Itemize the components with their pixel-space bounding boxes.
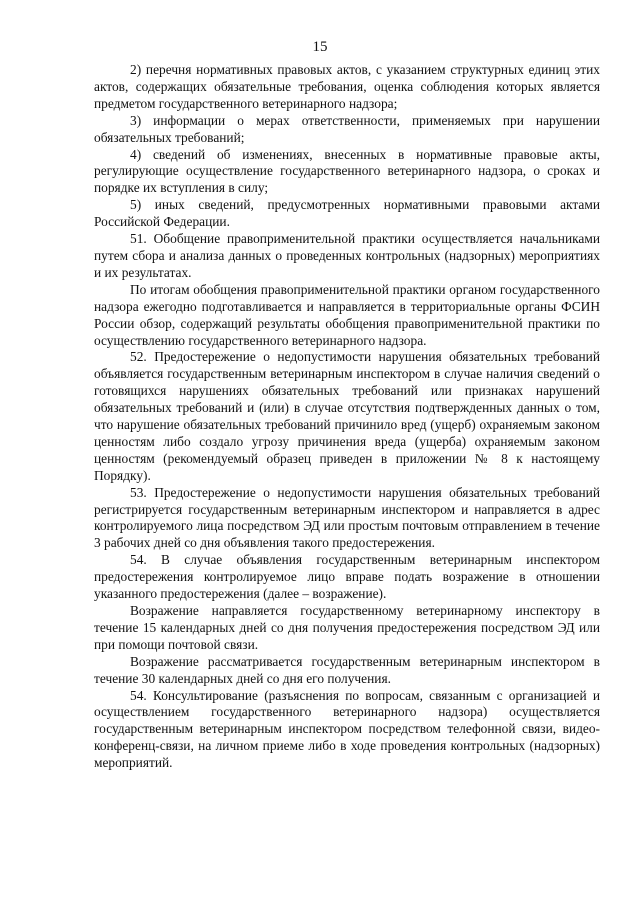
paragraph-list-item-2: 2) перечня нормативных правовых актов, с указанием структурных единиц этих актов, содержащих обязательные требования, оценка соблюдения которых является предметом государственного ветеринарного надзора; [94,62,600,111]
page-number: 15 [312,39,328,55]
paragraph-clause-52: 52. Предостережение о недопустимости нарушения обязательных требований объявляется государственным ветеринарным инспектором в случае наличия сведений о готовящихся нарушениях обязательных требований или признаках нарушений обязательных требований и (или) в случае отсутствия подтвержденных данных о том, что нарушение обязательных требований причинило вред (ущерб) охраняемым законом ценностям либо создало угрозу причинения вреда (ущерба) охраняемым законом ценностям (рекомендуемый образец приведен в приложении № 8 к настоящему Порядку). [94,349,600,483]
paragraph-clause-54: 54. В случае объявления государственным ветеринарным инспектором предостережения контролируемое лицо вправе подать возражение в отношении указанного предостережения (далее – возражение). [94,552,600,602]
paragraph-clause-51-review: По итогам обобщения правоприменительной практики органом государственного надзора ежегодно подготавливается и направляется в территориальные органы ФСИН России обзор, содержащий результаты обобщения правоприменительной практики по осуществлению государственного ветеринарного надзора. [94,281,600,348]
paragraph-consultation: 54. Консультирование (разъяснения по вопросам, связанным с организацией и осуществлением государственного ветеринарного надзора) осуществляется государственным ветеринарным инспектором посредством телефонной связи, видео-конференц-связи, на личном приеме либо в ходе проведения контрольных (надзорных) мероприятий. [94,687,600,771]
paragraph-list-item-4: 4) сведений об изменениях, внесенных в нормативные правовые акты, регулирующие осуществление государственного ветеринарного надзора, о сроках и порядке их вступления в силу; [94,146,600,196]
paragraph-clause-53: 53. Предостережение о недопустимости нарушения обязательных требований регистрируется государственным ветеринарным инспектором и направляется в адрес контролируемого лица посредством ЭД или простым почтовым отправлением в течение 3 рабочих дней со дня объявления такого предостережения. [94,484,600,551]
paragraph-clause-51: 51. Обобщение правоприменительной практики осуществляется начальниками путем сбора и анализа данных о проведенных контрольных (надзорных) мероприятиях и их результатах. [94,231,600,280]
paragraph-objection-submission: Возражение направляется государственному ветеринарному инспектору в течение 15 календарных дней со дня получения предостережения посредством ЭД или при помощи почтовой связи. [94,603,600,652]
paragraph-list-item-5: 5) иных сведений, предусмотренных нормативными правовыми актами Российской Федерации. [94,197,600,230]
paragraph-objection-review: Возражение рассматривается государственным ветеринарным инспектором в течение 30 календарных дней со дня его получения. [94,653,600,686]
document-body [94,62,600,772]
paragraph-list-item-3: 3) информации о мерах ответственности, применяемых при нарушении обязательных требований; [94,112,600,145]
